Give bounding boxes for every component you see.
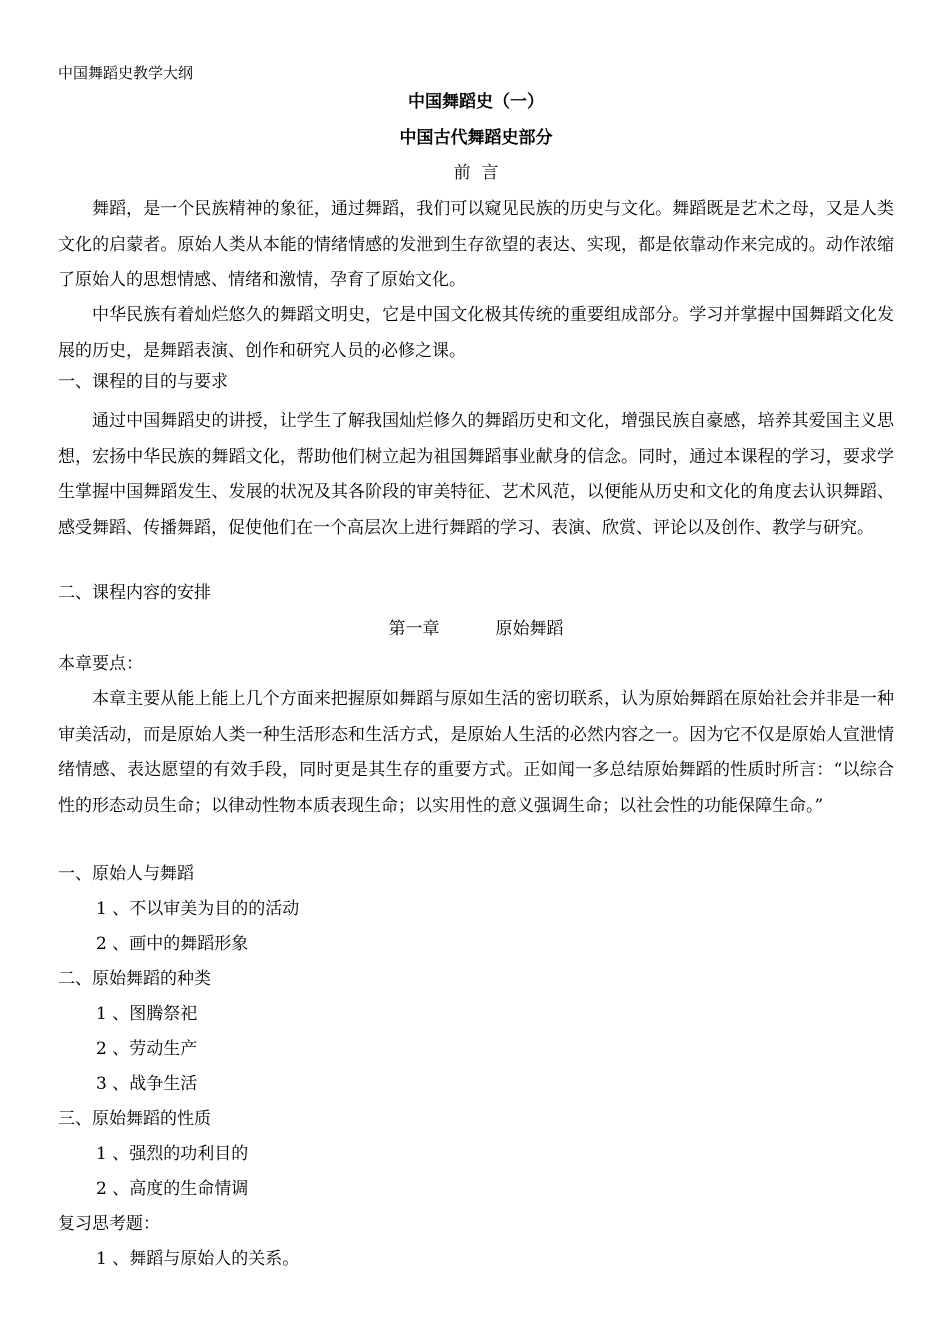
topic-2-item-1: 1 、图腾祭祀 (96, 1004, 198, 1024)
section-heading-purpose: 一、课程的目的与要求 (58, 372, 228, 392)
topic-heading-1: 一、原始人与舞蹈 (58, 864, 194, 884)
chapter-name: 原始舞蹈 (495, 619, 564, 639)
topic-3-item-2: 2 、高度的生命情调 (96, 1179, 249, 1199)
section-heading-content: 二、课程内容的安排 (58, 583, 211, 603)
preface-paragraph-1: 舞蹈，是一个民族精神的象征，通过舞蹈，我们可以窥见民族的历史与文化。舞蹈既是艺术之母，又是人类文化的启蒙者。原始人类从本能的情绪情感的发泄到生存欲望的表达、实现，都是依靠动作来完成的。动作浓缩了原始人的思想情感、情绪和激情，孕育了原始文化。 (58, 199, 894, 290)
review-question-1: 1 、舞蹈与原始人的关系。 (96, 1249, 300, 1269)
topic-3-item-1: 1 、强烈的功利目的 (96, 1144, 249, 1164)
review-questions-label: 复习思考题： (58, 1214, 160, 1234)
chapter-number: 第一章 (388, 619, 440, 639)
topic-2-item-3: 3 、战争生活 (96, 1074, 198, 1094)
preface-heading: 前 言 (453, 163, 499, 183)
header-note: 中国舞蹈史教学大纲 (58, 64, 194, 82)
topic-2-item-2: 2 、劳动生产 (96, 1039, 198, 1059)
chapter-heading (58, 617, 894, 641)
topic-heading-2: 二、原始舞蹈的种类 (58, 969, 211, 989)
topic-1-item-1: 1 、不以审美为目的的活动 (96, 899, 300, 919)
key-points-text: 本章主要从能上能上几个方面来把握原如舞蹈与原如生活的密切联系，认为原始舞蹈在原始社会并非是一种审美活动，而是原始人类一种生活形态和生活方式，是原始人生活的必然内容之一。因为它不仅是原始人宣泄情绪情感、表达愿望的有效手段，同时更是其生存的重要方式。正如闻一多总结原始舞蹈的性质时所言：“以综合性的形态动员生命；以律动性物本质表现生命；以实用性的意义强调生命；以社会性的功能保障生命。” (58, 689, 894, 816)
topic-1-item-2: 2 、画中的舞蹈形象 (96, 934, 249, 954)
document-title: 中国舞蹈史（一） (408, 92, 544, 112)
key-points-label: 本章要点： (58, 654, 143, 674)
document-subtitle: 中国古代舞蹈史部分 (399, 128, 553, 148)
preface-paragraph-2: 中华民族有着灿烂悠久的舞蹈文明史，它是中国文化极其传统的重要组成部分。学习并掌握中国舞蹈文化发展的历史，是舞蹈表演、创作和研究人员的必修之课。 (58, 305, 894, 361)
section-purpose-text: 通过中国舞蹈史的讲授，让学生了解我国灿烂修久的舞蹈历史和文化，增强民族自豪感，培养其爱国主义思想，宏扬中华民族的舞蹈文化，帮助他们树立起为祖国舞蹈事业献身的信念。同时，通过本课程的学习，要求学生掌握中国舞蹈发生、发展的状况及其各阶段的审美特征、艺术风范，以便能从历史和文化的角度去认识舞蹈、感受舞蹈、传播舞蹈，促使他们在一个高层次上进行舞蹈的学习、表演、欣赏、评论以及创作、教学与研究。 (58, 411, 894, 538)
topic-heading-3: 三、原始舞蹈的性质 (58, 1109, 211, 1129)
